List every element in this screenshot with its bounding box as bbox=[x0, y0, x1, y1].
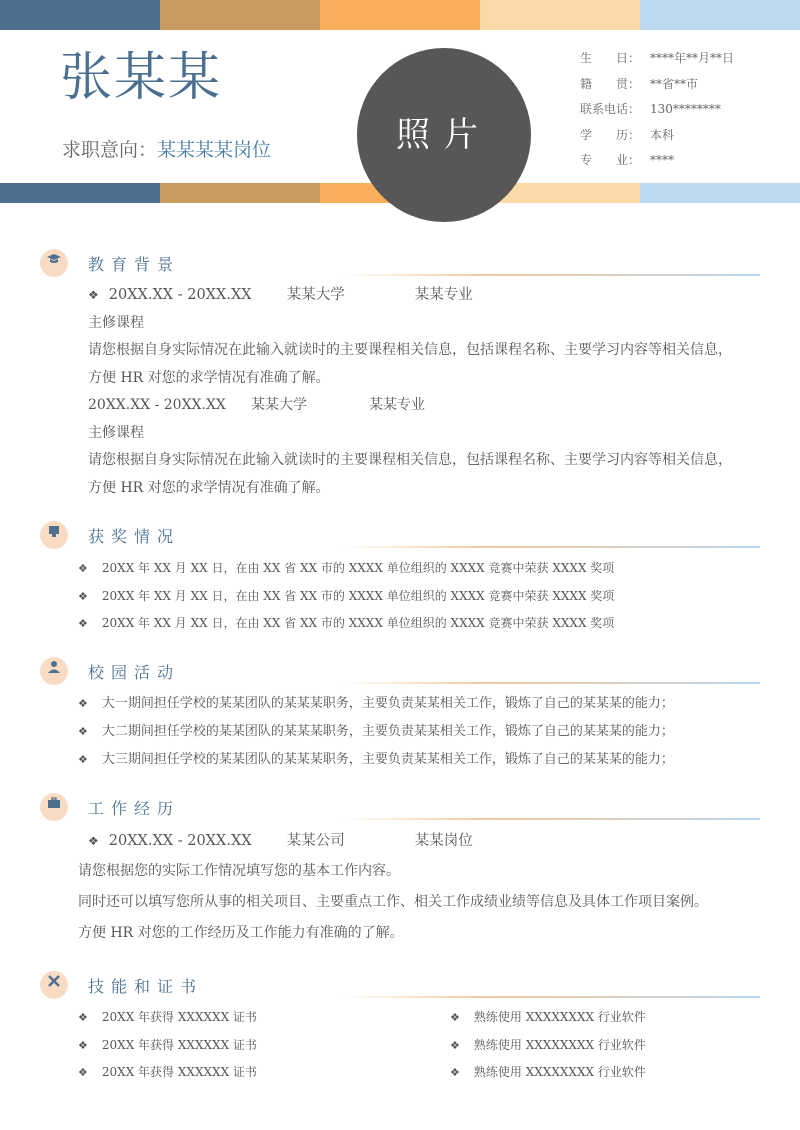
section-title: 工作经历 bbox=[88, 799, 181, 818]
work-position: 某某岗位 bbox=[414, 833, 473, 849]
job-intent-label: 求职意向： bbox=[62, 139, 158, 161]
section-header bbox=[40, 248, 760, 278]
certificates-column bbox=[78, 1004, 257, 1087]
list-item: ❖ 20XX 年 XX 月 XX 日，在由 XX 省 XX 市的 XXXX 单位组织的 XXXX 竞赛中荣获 XXXX 奖项 bbox=[78, 588, 615, 603]
personal-info bbox=[580, 48, 734, 176]
awards-section bbox=[40, 520, 760, 638]
section-divider bbox=[340, 546, 760, 548]
diamond-bullet-icon: ❖ bbox=[78, 617, 88, 630]
list-item: ❖ 大一期间担任学校的某某团队的某某某职务，主要负责某某相关工作，锻炼了自己的某某某的能力； bbox=[78, 696, 674, 711]
work-desc: 方便 HR 对您的工作经历及工作能力有准确的了解。 bbox=[78, 924, 404, 941]
list-item: ❖ 熟练使用 XXXXXXXX 行业软件 bbox=[450, 1010, 646, 1024]
person-icon bbox=[40, 657, 68, 685]
info-key: 联系电话： bbox=[580, 102, 641, 116]
diamond-bullet-icon: ❖ bbox=[450, 1011, 460, 1024]
tools-icon bbox=[40, 971, 68, 999]
job-intent bbox=[62, 135, 271, 162]
list-item: ❖ 大二期间担任学校的某某团队的某某某职务，主要负责某某相关工作，锻炼了自己的某某某的能力； bbox=[78, 724, 674, 739]
color-block bbox=[0, 0, 160, 30]
info-key: 专 业： bbox=[580, 153, 641, 167]
info-key: 生 日： bbox=[580, 51, 641, 65]
course-desc: 请您根据自身实际情况在此输入就读时的主要课程相关信息，包括课程名称、主要学习内容等相关信息， bbox=[88, 452, 732, 468]
info-value: 本科 bbox=[650, 127, 675, 142]
diamond-bullet-icon: ❖ bbox=[450, 1038, 460, 1052]
info-value: **省**市 bbox=[650, 76, 699, 91]
diamond-bullet-icon: ❖ bbox=[78, 1038, 88, 1052]
course-desc: 方便 HR 对您的求学情况有准确了解。 bbox=[88, 479, 330, 496]
photo-placeholder[interactable]: 照片 bbox=[357, 48, 531, 222]
edu-school: 某某大学 bbox=[286, 287, 345, 303]
course-label: 主修课程 bbox=[88, 424, 144, 441]
candidate-name: 张某某 bbox=[60, 48, 223, 108]
section-header bbox=[40, 656, 760, 686]
work-company: 某某公司 bbox=[286, 833, 345, 849]
color-block bbox=[0, 183, 160, 203]
section-title: 教育背景 bbox=[88, 255, 181, 274]
info-row-major bbox=[580, 150, 734, 176]
diamond-bullet-icon: ❖ bbox=[78, 697, 88, 710]
section-header bbox=[40, 970, 760, 1000]
list-item: ❖ 20XX 年 XX 月 XX 日，在由 XX 省 XX 市的 XXXX 单位组织的 XXXX 竞赛中荣获 XXXX 奖项 bbox=[78, 561, 615, 575]
section-title: 获奖情况 bbox=[88, 527, 181, 546]
info-value: **** bbox=[650, 153, 674, 167]
diamond-bullet-icon: ❖ bbox=[78, 562, 88, 575]
section-divider bbox=[340, 682, 760, 684]
color-block bbox=[160, 0, 320, 30]
edu-school: 某某大学 bbox=[251, 397, 307, 413]
edu-major: 某某专业 bbox=[414, 287, 473, 303]
info-key: 学 历： bbox=[580, 127, 641, 142]
list-item: ❖ 20XX 年 XX 月 XX 日，在由 XX 省 XX 市的 XXXX 单位组织的 XXXX 竞赛中荣获 XXXX 奖项 bbox=[78, 616, 615, 630]
color-block bbox=[480, 0, 640, 30]
diamond-bullet-icon: ❖ bbox=[450, 1066, 460, 1079]
section-header bbox=[40, 520, 760, 550]
color-block bbox=[640, 183, 800, 203]
list-item: ❖ 20XX 年获得 XXXXXX 证书 bbox=[78, 1037, 257, 1052]
section-title: 校园活动 bbox=[88, 663, 181, 682]
info-value: 130******** bbox=[650, 102, 721, 116]
color-block bbox=[160, 183, 320, 203]
info-row-degree bbox=[580, 125, 734, 151]
info-row-hometown bbox=[580, 74, 734, 100]
list-item: ❖ 熟练使用 XXXXXXXX 行业软件 bbox=[450, 1065, 646, 1079]
section-divider bbox=[340, 996, 760, 998]
top-color-bar bbox=[0, 0, 800, 30]
education-section bbox=[40, 248, 760, 502]
work-entry-header bbox=[40, 828, 760, 856]
section-header bbox=[40, 792, 760, 822]
briefcase-icon bbox=[40, 793, 68, 821]
diamond-bullet-icon: ❖ bbox=[88, 834, 99, 848]
list-item: ❖ 熟练使用 XXXXXXXX 行业软件 bbox=[450, 1037, 646, 1052]
color-block bbox=[320, 0, 480, 30]
work-desc: 同时还可以填写您所从事的相关项目、主要重点工作、相关工作成绩业绩等信息及具体工作项目案例。 bbox=[78, 893, 708, 910]
diamond-bullet-icon: ❖ bbox=[78, 753, 88, 766]
diamond-bullet-icon: ❖ bbox=[78, 1066, 88, 1079]
course-desc: 请您根据自身实际情况在此输入就读时的主要课程相关信息，包括课程名称、主要学习内容等相关信息， bbox=[88, 342, 732, 358]
diamond-bullet-icon: ❖ bbox=[78, 1011, 88, 1024]
course-label: 主修课程 bbox=[88, 314, 144, 331]
education-entry-header bbox=[40, 282, 760, 310]
campus-section bbox=[40, 656, 760, 774]
award-icon bbox=[40, 521, 68, 549]
diamond-bullet-icon: ❖ bbox=[78, 589, 88, 603]
info-key: 籍 贯： bbox=[580, 76, 641, 91]
edu-major: 某某专业 bbox=[369, 397, 425, 413]
info-row-birthday bbox=[580, 48, 734, 74]
info-value: ****年**月**日 bbox=[650, 51, 735, 65]
color-block bbox=[640, 0, 800, 30]
diamond-bullet-icon: ❖ bbox=[88, 288, 99, 302]
graduation-cap-icon bbox=[40, 249, 68, 277]
work-period: 20XX.XX - 20XX.XX bbox=[108, 833, 252, 849]
section-divider bbox=[340, 274, 760, 276]
education-entry-header bbox=[40, 392, 760, 420]
work-section bbox=[40, 792, 760, 949]
list-item: ❖ 大三期间担任学校的某某团队的某某某职务，主要负责某某相关工作，锻炼了自己的某某某的能力； bbox=[78, 752, 674, 767]
software-column bbox=[450, 1004, 646, 1087]
edu-period: 20XX.XX - 20XX.XX bbox=[88, 397, 226, 413]
list-item: ❖ 20XX 年获得 XXXXXX 证书 bbox=[78, 1010, 257, 1024]
list-item: ❖ 20XX 年获得 XXXXXX 证书 bbox=[78, 1065, 257, 1079]
work-desc: 请您根据您的实际工作情况填写您的基本工作内容。 bbox=[78, 862, 400, 879]
section-title: 技能和证书 bbox=[88, 977, 204, 996]
edu-period: 20XX.XX - 20XX.XX bbox=[108, 287, 252, 303]
skills-list bbox=[40, 1004, 760, 1088]
info-row-phone bbox=[580, 99, 734, 125]
diamond-bullet-icon: ❖ bbox=[78, 725, 88, 738]
section-divider bbox=[340, 818, 760, 820]
course-desc: 方便 HR 对您的求学情况有准确了解。 bbox=[88, 369, 330, 386]
job-intent-value: 某某某某岗位 bbox=[157, 139, 272, 161]
skills-section bbox=[40, 970, 760, 1088]
